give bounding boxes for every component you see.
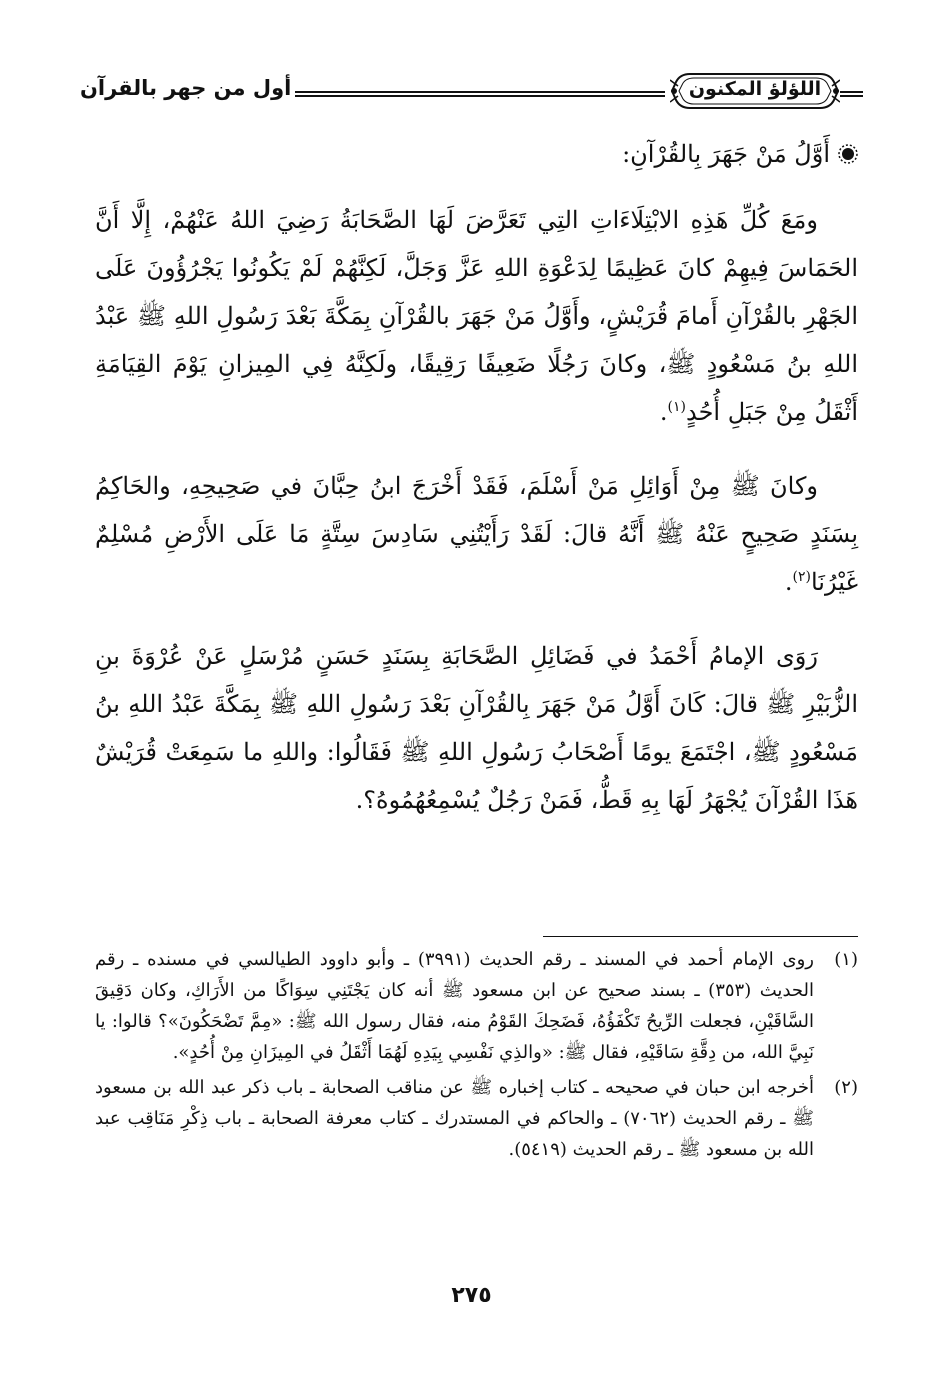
- paragraph-text: رَوَى الإمامُ أَحْمَدُ في فَضَائِلِ الصَّحَابَةِ بِسَنَدٍ حَسَنٍ مُرْسَلٍ عَنْ عُرْوَةَ بنِ الزُّبَيْرِ ﷺ قالَ: كَانَ أَوَّلُ مَنْ جَهَرَ بِالقُرْآنِ بَعْدَ رَسُولِ اللهِ ﷺ بِمَكَّةَ عَبْدُ اللهِ بنُ مَسْعُودٍ ﷺ، اجْتَمَعَ يومًا أَصْحَابُ رَسُولِ اللهِ ﷺ فَقَالُوا: واللهِ ما سَمِعَتْ قُرَيْشٌ هَذَا القُرْآنَ يُجْهَرُ لَهَا بِهِ قَطُّ، فَمَنْ رَجُلٌ يُسْمِعُهُمُوهُ؟.: [95, 642, 858, 814]
- section-heading: [622, 140, 858, 168]
- flower-bullet-icon: [838, 144, 858, 164]
- footnote-separator: [543, 936, 858, 937]
- footnote: [95, 944, 858, 1068]
- footnotes: [95, 944, 858, 1169]
- paragraph: [95, 632, 858, 824]
- page-number: ٢٧٥: [451, 1283, 492, 1308]
- main-text: [95, 196, 858, 850]
- footnote-ref: (١): [667, 399, 686, 415]
- paragraph-tail: .: [659, 398, 668, 426]
- footnote-ref: (٢): [792, 569, 811, 585]
- footnote-number: (٢): [834, 1077, 858, 1098]
- header-rule-left: [295, 91, 665, 97]
- chapter-running-title: أول من جهر بالقرآن: [80, 76, 292, 100]
- header-rule-right: [840, 91, 863, 97]
- paragraph-tail: .: [784, 568, 793, 596]
- footnote-text: أخرجه ابن حبان في صحيحه ـ كتاب إخباره ﷺ عن مناقب الصحابة ـ باب ذكر عبد الله بن مسعود ﷺ ـ رقم الحديث (٧٠٦٢) ـ والحاكم في المستدرك ـ كتاب معرفة الصحابة ـ باب ذِكْرِ مَنَاقِب عبد الله بن مسعود ﷺ ـ رقم الحديث (٥٤١٩).: [95, 1077, 814, 1160]
- footnote-number: (١): [834, 949, 858, 970]
- running-header: [80, 58, 863, 128]
- footnote: [95, 1072, 858, 1165]
- footnote-text: روى الإمام أحمد في المسند ـ رقم الحديث (٣٩٩١) ـ وأبو داوود الطيالسي في مسنده ـ رقم الحديث (٣٥٣) ـ بسند صحيح عن ابن مسعود ﷺ أنه كان يَجْتَنِي سِوَاكًا من الأَرَاكِ، وكان دَقِيقَ السَّاقَيْنِ، فجعلت الرِّيحُ تَكْفَؤُهُ، فَضَحِكَ القَوْمُ منه، فقال رسول الله ﷺ: «مِمَّ تَضْحَكُونَ»؟ قالوا: يا نَبِيَّ الله، من دِقَّةِ سَاقَيْهِ، فقال ﷺ: «والذِي نَفْسِي بِيَدِهِ لَهُمَا أَثْقَلُ في المِيزَانِ مِنْ أُحُدٍ».: [95, 949, 814, 1063]
- paragraph-text: ومَعَ كُلِّ هَذِهِ الابْتِلَاءَاتِ التِي تَعَرَّضَ لَهَا الصَّحَابَةُ رَضِيَ اللهُ عَنْهُمْ، إِلَّا أَنَّ الحَمَاسَ فِيهِمْ كانَ عَظِيمًا لِدَعْوَةِ اللهِ عَزَّ وَجَلَّ، لَكِنَّهُمْ لَمْ يَكُونُوا يَجْرُؤُونَ عَلَى الجَهْرِ بالقُرْآنِ أَمامَ قُرَيْشٍ، وأَوَّلُ مَنْ جَهَرَ بالقُرْآنِ بِمَكَّةَ بَعْدَ رَسُولِ اللهِ ﷺ عَبْدُ اللهِ بنُ مَسْعُودٍ ﷺ، وكانَ رَجُلًا ضَعِيفًا رَقِيقًا، ولَكِنَّهُ فِي المِيزانِ يَوْمَ القِيَامَةِ أَثْقَلُ مِنْ جَبَلِ أُحُدٍ: [95, 206, 858, 426]
- paragraph-text: وكانَ ﷺ مِنْ أَوَائِلِ مَنْ أَسْلَمَ، فَقَدْ أَخْرَجَ ابنُ حِبَّانَ في صَحِيحِهِ، والحَاكِمُ بِسَنَدٍ صَحِيحٍ عَنْهُ ﷺ أَنَّهُ قالَ: لَقَدْ رَأَيْتُنِي سَادِسَ سِتَّةٍ مَا عَلَى الأَرْضِ مُسْلِمٌ غَيْرُنَا: [95, 472, 858, 596]
- book-title-cartouche: [670, 66, 840, 116]
- paragraph: [95, 196, 858, 436]
- section-title: أَوَّلُ مَنْ جَهَرَ بِالقُرْآنِ:: [622, 140, 830, 168]
- book-title: اللؤلؤ المكنون: [688, 78, 822, 100]
- paragraph: [95, 462, 858, 606]
